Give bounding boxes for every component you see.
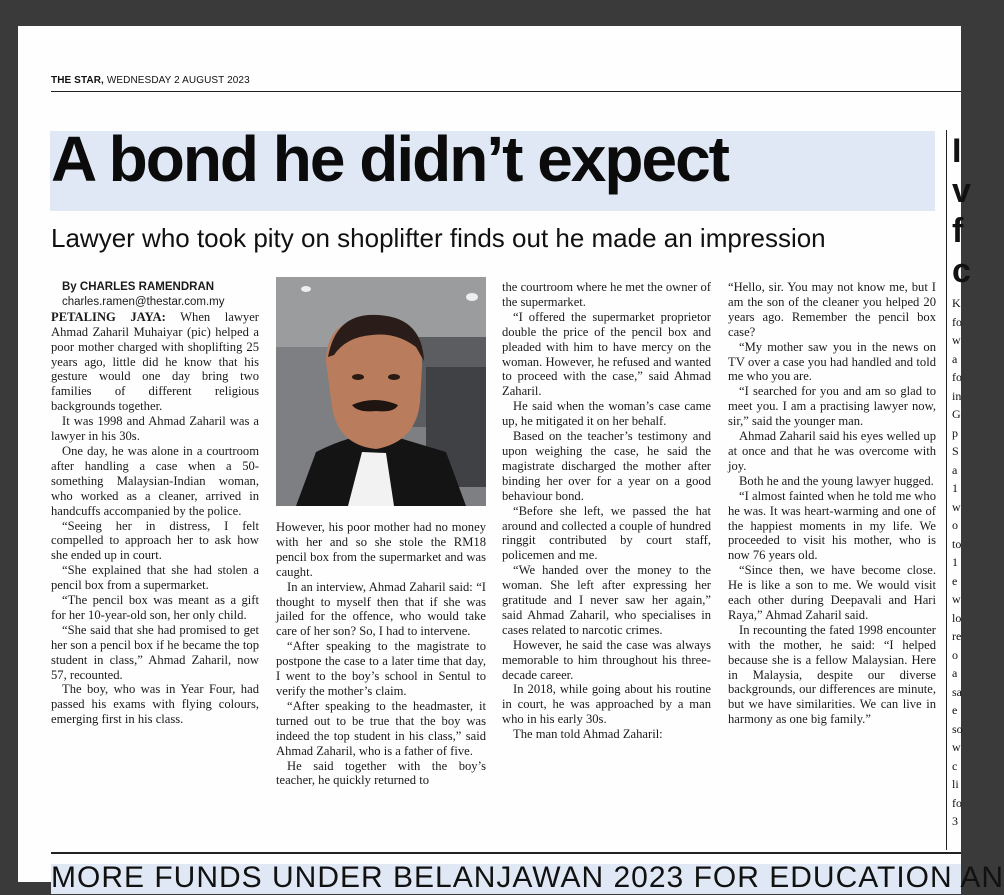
- article-paragraph: “The pencil box was meant as a gift for her 10-year-old son, her only child.: [51, 593, 259, 622]
- article-paragraph: He said together with the boy’s teacher, he quickly returned to: [276, 758, 486, 788]
- article-paragraph: One day, he was alone in a courtroom after handling a case when a 50-something Malaysian-Indian woman, who worked as a cleaner, arrived in handcuffs accompanied by the police.: [51, 443, 259, 518]
- article-paragraph: “Hello, sir. You may not know me, but I am the son of the cleaner you helped 20 years ago. Remember the pencil box case?: [728, 280, 936, 339]
- article-column-2: [276, 520, 486, 788]
- column-divider: [946, 130, 947, 850]
- edge-body-fragment: fo: [952, 795, 962, 810]
- edge-body-fragment: a: [952, 351, 958, 366]
- article-paragraph: “After speaking to the magistrate to postpone the case to a later time that day, I went to the boy’s school in Sentul to verify the mother’s claim.: [276, 639, 486, 698]
- article-paragraph: Based on the teacher’s testimony and upon weighing the case, he said the magistrate discharged the mother after binding her over for a year on a good behaviour bond.: [502, 429, 711, 503]
- article-paragraph: In 2018, while going about his routine in court, he was approached by a man who in his early 30s.: [502, 682, 711, 727]
- edge-body-fragment: so: [952, 721, 963, 736]
- edge-body-fragment: sa: [952, 684, 962, 699]
- article-paragraph: In recounting the fated 1998 encounter with the mother, he said: “I helped because she is a fellow Malaysian. Here in Malaysia, despite our diverse backgrounds, our differences are minute, but we have similarities. We can live in harmony as one big family.”: [728, 622, 936, 727]
- article-column-3: [502, 280, 711, 742]
- edge-body-fragment: a: [952, 462, 958, 477]
- author-email: charles.ramen@thestar.com.my: [62, 295, 225, 308]
- edge-body-fragment: fo: [952, 314, 962, 329]
- article-dateline: PETALING JAYA:: [51, 309, 166, 324]
- edge-body-fragment: w: [952, 592, 961, 606]
- article-paragraph: The man told Ahmad Zaharil:: [513, 727, 663, 742]
- article-column-4: [728, 280, 936, 727]
- edge-headline-fragment: c: [952, 252, 971, 290]
- edge-body-fragment: w: [952, 740, 961, 754]
- article-paragraph: However, his poor mother had no money with her and so she stole the RM18 pencil box from the supermarket and was caught.: [276, 520, 486, 579]
- article-headline: A bond he didn’t expect: [51, 123, 728, 195]
- publication-name: THE STAR,: [51, 75, 104, 86]
- publication-date: WEDNESDAY 2 AUGUST 2023: [106, 75, 250, 86]
- article-paragraph: “My mother saw you in the news on TV over a case you had handled and told me who you are.: [728, 339, 936, 384]
- edge-body-fragment: lo: [952, 610, 962, 625]
- article-paragraph: “She said that she had promised to get her son a pencil box if he became the top student in class,” Ahmad Zaharil, now 57, recounted.: [51, 622, 259, 682]
- edge-body-fragment: re: [952, 629, 962, 643]
- edge-body-fragment: p: [952, 425, 958, 440]
- article-paragraph: “Seeing her in distress, I felt compelled to approach her to ask how she ended up in court.: [51, 518, 259, 563]
- edge-body-fragment: e: [952, 573, 958, 588]
- edge-body-fragment: 1: [952, 555, 958, 569]
- edge-headline-fragment: v: [952, 172, 971, 210]
- article-paragraph: Both he and the young lawyer hugged.: [739, 473, 934, 488]
- edge-body-fragment: c: [952, 758, 958, 773]
- top-rule: [51, 91, 961, 92]
- article-column-1: [51, 280, 259, 727]
- article-paragraph: “After speaking to the headmaster, it turned out to be true that the boy was indeed the top student in his class,” said Ahmad Zaharil, who is a father of five.: [276, 698, 486, 758]
- article-paragraph: It was 1998 and Ahmad Zaharil was a lawyer in his 30s.: [51, 414, 259, 444]
- edge-body-fragment: e: [952, 703, 958, 717]
- article-paragraph: In an interview, Ahmad Zaharil said: “I thought to myself then that if she was jailed for the offence, who would take care of her son? So, I had to intervene.: [276, 579, 486, 639]
- paragraph-text: When lawyer Ahmad Zaharil Muhaiyar (pic) helped a poor mother charged with shoplifting 25 years ago, little did he know that his gesture would one day bring two families of different religious backgrounds together.: [51, 309, 259, 414]
- article-paragraph: “I offered the supermarket proprietor double the price of the pencil box and pleaded with him to have mercy on the woman. However, he refused and wanted to proceed with the case,” said Ahmad Zaharil.: [502, 309, 711, 399]
- newspaper-page: [18, 26, 1004, 894]
- byline: By CHARLES RAMENDRAN: [62, 281, 215, 293]
- article-paragraph: Ahmad Zaharil said his eyes welled up at once and that he was overcome with joy.: [728, 429, 936, 473]
- edge-body-fragment: li: [952, 777, 959, 791]
- edge-body-fragment: 1: [952, 481, 958, 495]
- article-paragraph: However, he said the case was always memorable to him throughout his three-decade career.: [502, 637, 711, 682]
- article-paragraph: “Since then, we have become close. He is like a son to me. We would visit each other during Deepavali and Hari Raya,” Ahmad Zaharil said.: [728, 563, 936, 622]
- edge-body-fragment: fo: [952, 370, 962, 384]
- edge-body-fragment: o: [952, 518, 958, 532]
- article-paragraph: “I almost fainted when he told me who he was. It was heart-warming and one of the happiest moments in my life. We proceeded to visit his mother, who is now 76 years old.: [728, 488, 936, 563]
- edge-body-fragment: in: [952, 388, 962, 403]
- edge-body-fragment: K: [952, 296, 961, 310]
- edge-headline-fragment: f: [952, 212, 964, 250]
- article-paragraph: The boy, who was in Year Four, had passed his exams with flying colours, emerging first in his class.: [51, 682, 259, 727]
- edge-body-fragment: 3: [952, 814, 958, 828]
- article-subheadline: Lawyer who took pity on shoplifter finds out he made an impression: [51, 223, 826, 253]
- edge-body-fragment: w: [952, 333, 961, 347]
- portrait-illustration: [276, 277, 486, 506]
- bottom-rule: [51, 852, 961, 854]
- edge-headline-fragment: I: [952, 132, 962, 170]
- portrait-photo: [276, 277, 486, 506]
- article-paragraph: He said when the woman’s case came up, he mitigated it on her behalf.: [502, 399, 711, 429]
- article-paragraph: “I searched for you and am so glad to meet you. I am a practising lawyer now, sir,” said the younger man.: [728, 384, 936, 429]
- edge-body-fragment: a: [952, 666, 958, 680]
- edge-body-fragment: to: [952, 536, 962, 551]
- article-paragraph: the courtroom where he met the owner of the supermarket.: [502, 280, 711, 309]
- article-paragraph: “Before she left, we passed the hat around and collected a couple of hundred ringgit contributed by court staff, policemen and me.: [502, 503, 711, 563]
- edge-body-fragment: G: [952, 407, 961, 421]
- edge-body-fragment: o: [952, 647, 958, 662]
- article-paragraph: “We handed over the money to the woman. She left after expressing her gratitude and I never saw her again,” said Ahmad Zaharil, who specialises in cases related to narcotic crimes.: [502, 563, 711, 637]
- edge-body-fragment: w: [952, 499, 961, 514]
- next-article-headline: MORE FUNDS UNDER BELANJAWAN 2023 FOR EDUCATION AN: [51, 861, 1004, 894]
- article-paragraph: “She explained that she had stolen a pencil box from a supermarket.: [51, 563, 259, 593]
- article-paragraph: [51, 310, 259, 414]
- edge-body-fragment: S: [952, 444, 959, 458]
- page-dateline: [51, 75, 250, 86]
